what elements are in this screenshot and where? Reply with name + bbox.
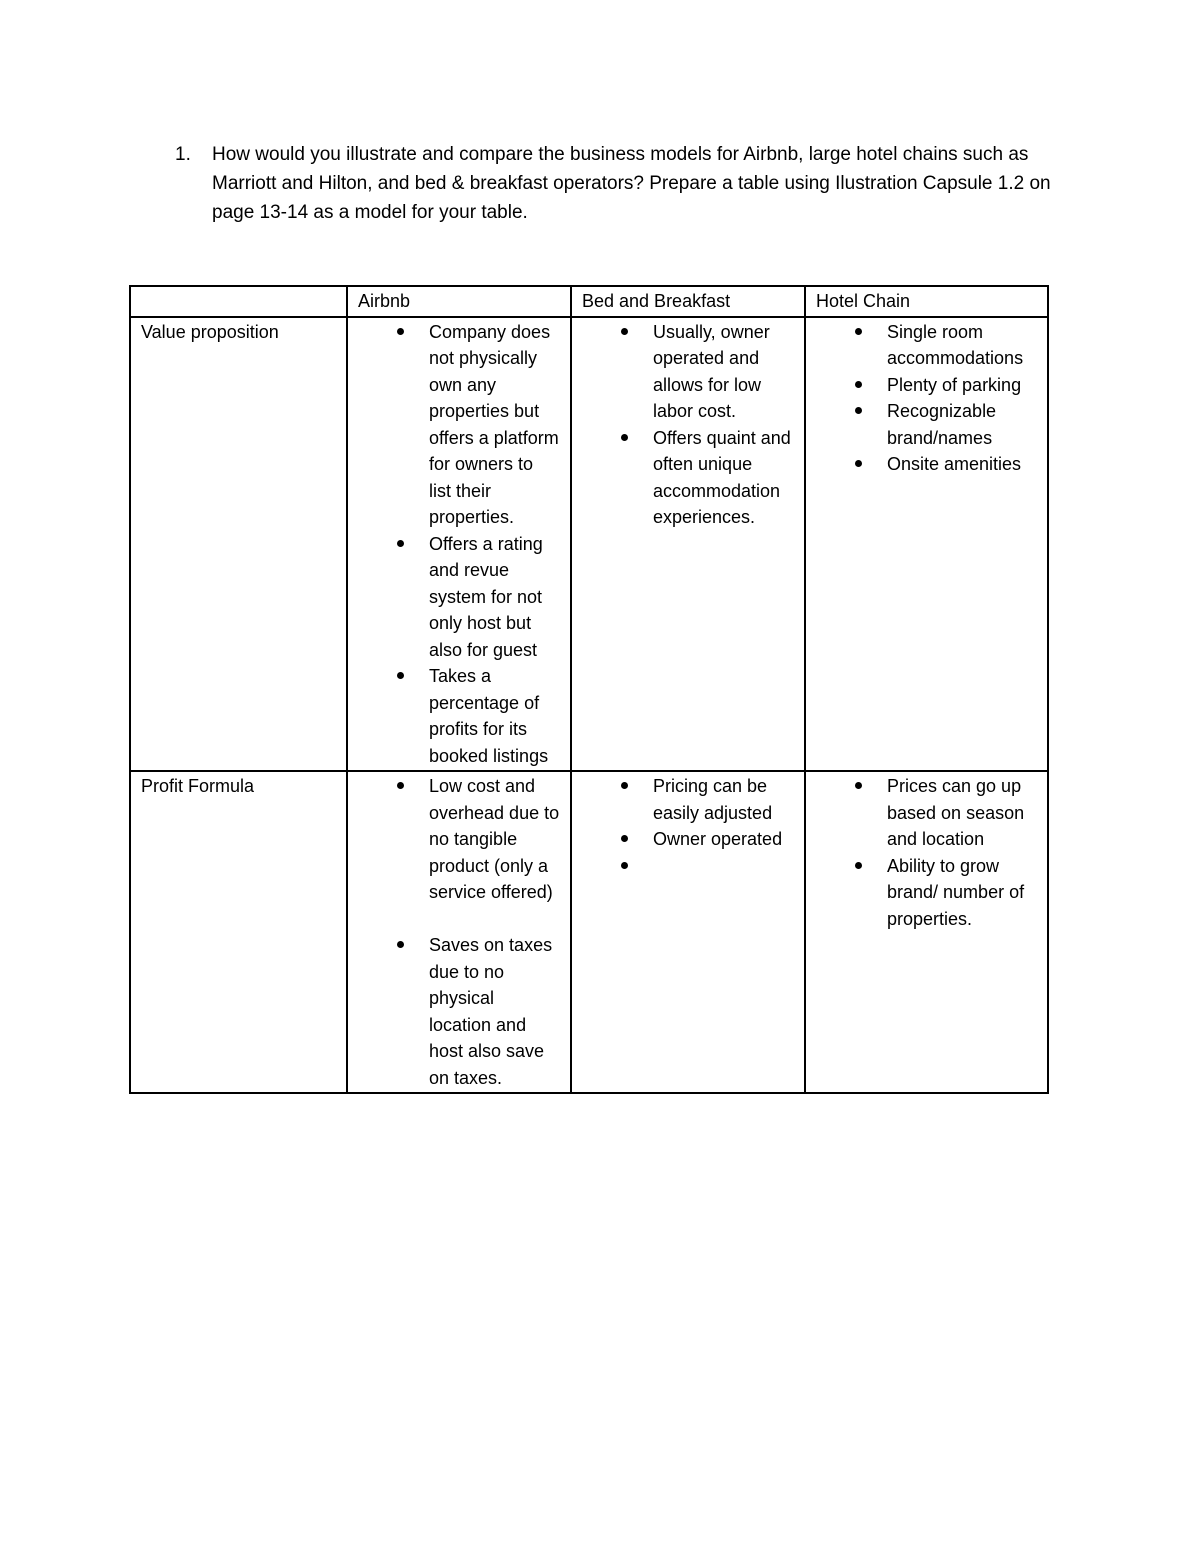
table-row-value-proposition (130, 317, 1048, 772)
list-item: Prices can go up based on season and location (816, 773, 1037, 853)
row-label-profit-formula: Profit Formula (130, 771, 347, 1093)
list-item: Saves on taxes due to no physical location and host also save on taxes. (358, 932, 560, 1091)
profit-formula-bed-and-breakfast-cell (571, 771, 805, 1093)
list-item: Usually, owner operated and allows for low labor cost. (582, 319, 794, 425)
value-proposition-airbnb-cell (347, 317, 571, 772)
table-row-profit-formula (130, 771, 1048, 1093)
value-proposition-hotel-chain-list (816, 319, 1037, 478)
table-header-row (130, 286, 1048, 317)
value-proposition-airbnb-list (358, 319, 560, 770)
value-proposition-bed-and-breakfast-cell (571, 317, 805, 772)
header-bed-and-breakfast: Bed and Breakfast (571, 286, 805, 317)
question-number: 1. (175, 144, 191, 165)
list-item: Takes a percentage of profits for its booked listings (358, 663, 560, 769)
profit-formula-airbnb-cell (347, 771, 571, 1093)
list-item: Pricing can be easily adjusted (582, 773, 794, 826)
header-hotel-chain: Hotel Chain (805, 286, 1048, 317)
list-item: Onsite amenities (816, 451, 1037, 478)
list-item: Offers a rating and revue system for not only host but also for guest (358, 531, 560, 664)
business-model-table (129, 285, 1049, 1094)
row-label-value-proposition: Value proposition (130, 317, 347, 772)
header-empty-cell (130, 286, 347, 317)
list-item: Offers quaint and often unique accommodation experiences. (582, 425, 794, 531)
list-item: Company does not physically own any properties but offers a platform for owners to list their properties. (358, 319, 560, 531)
list-item: Single room accommodations (816, 319, 1037, 372)
list-item: Recognizable brand/names (816, 398, 1037, 451)
profit-formula-hotel-chain-cell (805, 771, 1048, 1093)
question-text: How would you illustrate and compare the business models for Airbnb, large hotel chains such as Marriott and Hilton, and bed & breakfast operators? Prepare a table using Ilustration Capsule 1.2 on page 13-14 as a model for your table. (212, 144, 1051, 223)
list-item: Owner operated (582, 826, 794, 853)
question (175, 140, 1055, 227)
profit-formula-airbnb-list (358, 773, 560, 1091)
list-item (582, 853, 794, 880)
profit-formula-hotel-chain-list (816, 773, 1037, 932)
profit-formula-bed-and-breakfast-list (582, 773, 794, 879)
list-item: Plenty of parking (816, 372, 1037, 399)
value-proposition-hotel-chain-cell (805, 317, 1048, 772)
list-item: Ability to grow brand/ number of properties. (816, 853, 1037, 933)
value-proposition-bed-and-breakfast-list (582, 319, 794, 531)
header-airbnb: Airbnb (347, 286, 571, 317)
list-item: Low cost and overhead due to no tangible product (only a service offered) (358, 773, 560, 906)
